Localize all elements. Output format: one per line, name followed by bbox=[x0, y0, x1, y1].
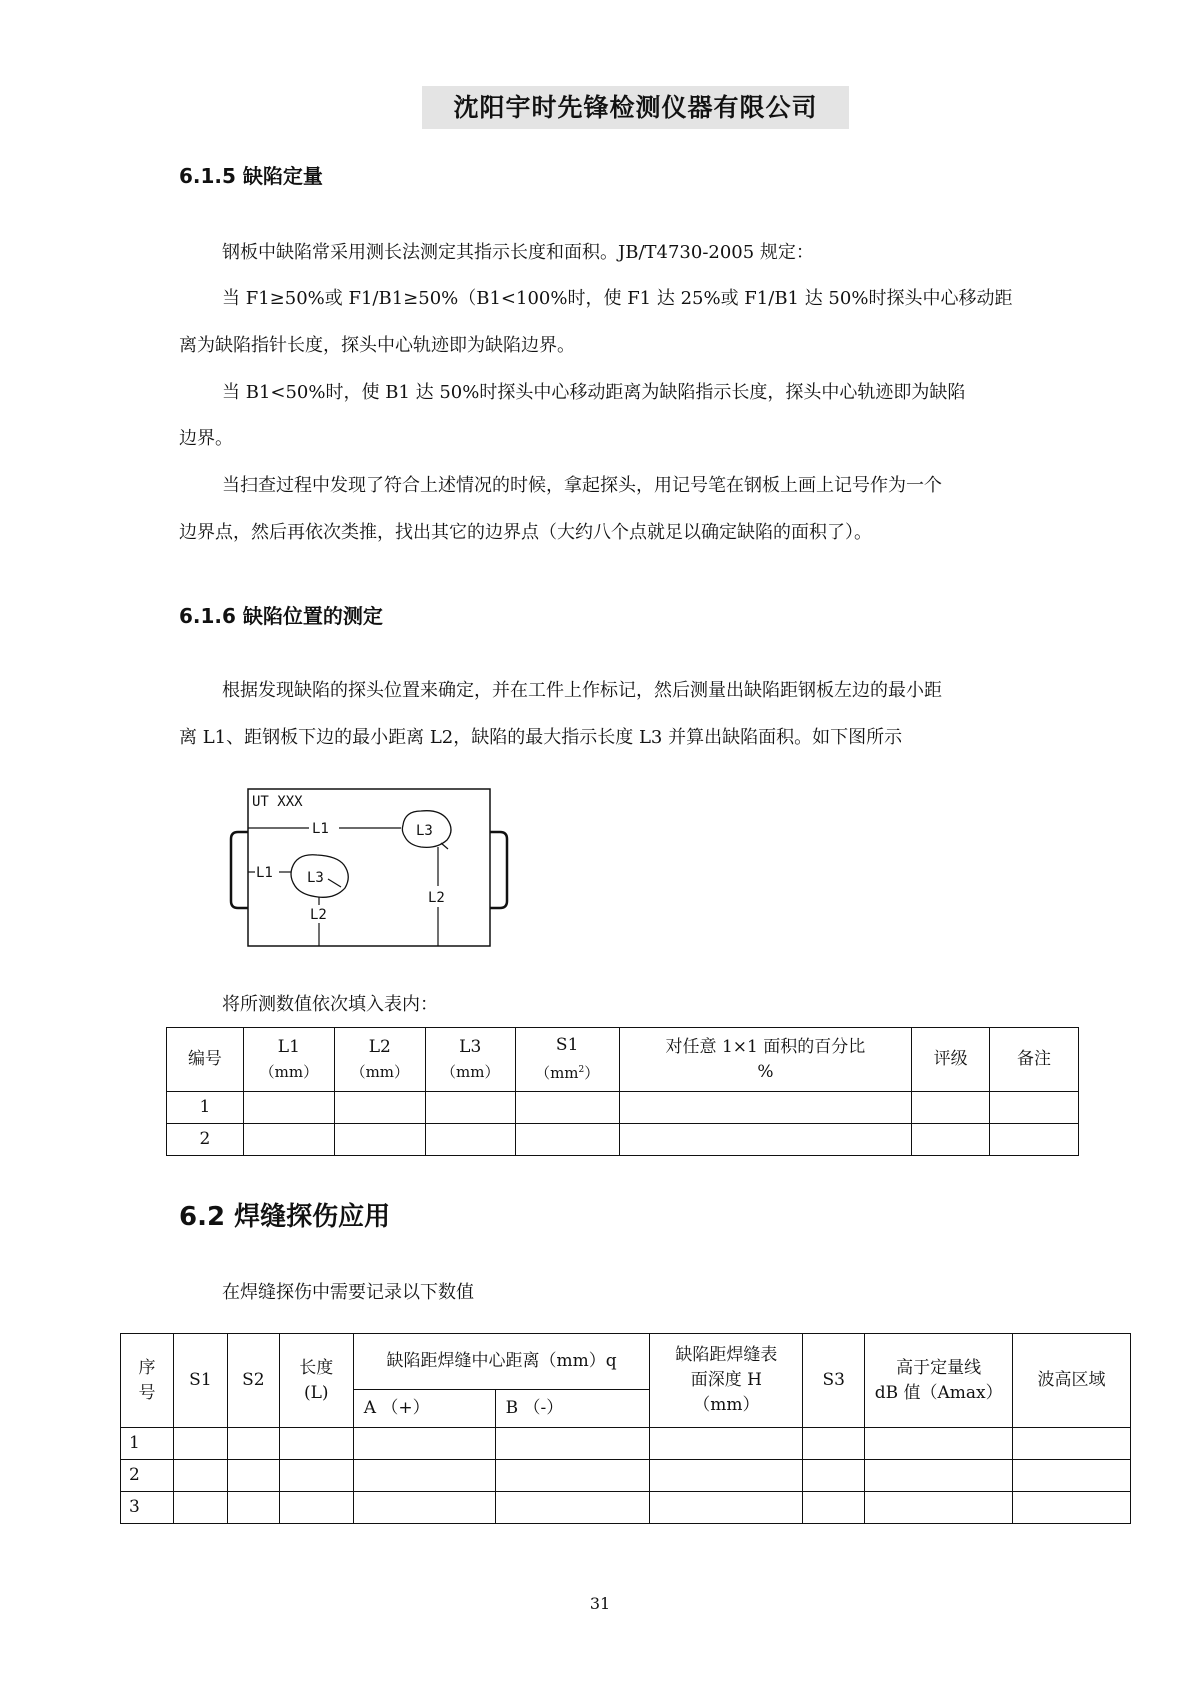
header-l1 bbox=[243, 1028, 334, 1092]
table-header-row bbox=[167, 1028, 1079, 1092]
header-l3-label: L3 bbox=[459, 1036, 482, 1057]
paragraph: 边界点，然后再依次类推，找出其它的边界点（大约八个点就足以确定缺陷的面积了）。 bbox=[179, 522, 872, 543]
unit-label: （mm） bbox=[350, 1062, 410, 1081]
section-heading-6-1-5: 6.1.5 缺陷定量 bbox=[179, 164, 323, 188]
header-no: 编号 bbox=[167, 1028, 244, 1092]
table-intro: 将所测数值依次填入表内： bbox=[222, 994, 438, 1015]
paragraph: 当 B1<50%时，使 B1 达 50%时探头中心移动距离为缺陷指示长度，探头中心轨迹即为缺陷 bbox=[222, 382, 966, 403]
table-row bbox=[121, 1428, 1131, 1460]
header-seq-line1: 序 bbox=[138, 1357, 156, 1378]
probe-bracket-left bbox=[231, 832, 248, 908]
paragraph: 边界。 bbox=[179, 428, 233, 449]
header-s1-label: S1 bbox=[555, 1035, 579, 1055]
paragraph: 根据发现缺陷的探头位置来确定，并在工件上作标记，然后测量出缺陷距钢板左边的最小距 bbox=[222, 680, 942, 701]
paragraph: 在焊缝探伤中需要记录以下数值 bbox=[222, 1282, 474, 1303]
section-heading-6-2: 6.2 焊缝探伤应用 bbox=[179, 1202, 391, 1232]
header-percentage bbox=[619, 1028, 912, 1092]
defect-position-diagram bbox=[225, 785, 515, 955]
header-note: 备注 bbox=[990, 1028, 1079, 1092]
header-grade: 评级 bbox=[912, 1028, 990, 1092]
header-seq-line2: 号 bbox=[138, 1382, 156, 1403]
plate-outline bbox=[248, 789, 490, 946]
paragraph: 离 L1、距钢板下边的最小距离 L2，缺陷的最大指示长度 L3 并算出缺陷面积。如下图所示 bbox=[179, 727, 903, 748]
paragraph: 当扫查过程中发现了符合上述情况的时候，拿起探头，用记号笔在钢板上画上记号作为一个 bbox=[222, 475, 942, 496]
header-a-plus: A （+） bbox=[353, 1390, 495, 1428]
paragraph: 离为缺陷指针长度，探头中心轨迹即为缺陷边界。 bbox=[179, 335, 575, 356]
l2-bottom-label: L2 bbox=[310, 907, 327, 923]
table-row bbox=[167, 1124, 1079, 1156]
header-db-value bbox=[865, 1334, 1013, 1428]
header-depth-line1: 缺陷距焊缝表 bbox=[675, 1345, 778, 1365]
header-depth bbox=[650, 1334, 803, 1428]
section-heading-6-1-6: 6.1.6 缺陷位置的测定 bbox=[179, 604, 383, 628]
defect-position-table bbox=[166, 1027, 1079, 1156]
header-zone: 波高区域 bbox=[1013, 1334, 1131, 1428]
header-b-minus: B （-） bbox=[495, 1390, 650, 1428]
l1-left-label: L1 bbox=[256, 865, 273, 881]
probe-bracket-right bbox=[490, 832, 507, 908]
header-seq bbox=[121, 1334, 174, 1428]
weld-inspection-table bbox=[120, 1333, 1131, 1524]
l3-top-label: L3 bbox=[416, 823, 433, 839]
header-s2: S2 bbox=[227, 1334, 279, 1428]
ut-label: UT XXX bbox=[252, 794, 303, 810]
header-length-line2: (L) bbox=[304, 1382, 329, 1403]
row-number: 1 bbox=[121, 1428, 174, 1460]
table-row bbox=[167, 1092, 1079, 1124]
table-header-row bbox=[121, 1334, 1131, 1390]
page-number: 31 bbox=[589, 1594, 611, 1613]
header-depth-line2: 面深度 H bbox=[690, 1370, 762, 1390]
header-db-line2: dB 值（Amax） bbox=[874, 1382, 1003, 1403]
header-length bbox=[279, 1334, 353, 1428]
table-row bbox=[121, 1492, 1131, 1524]
unit-label-mm2: $(mm^2)$ bbox=[535, 1064, 600, 1082]
header-percentage-line2: % bbox=[757, 1061, 774, 1082]
l2-right-label: L2 bbox=[428, 890, 445, 906]
table-row bbox=[121, 1460, 1131, 1492]
row-number: 3 bbox=[121, 1492, 174, 1524]
header-center-distance: 缺陷距焊缝中心距离（mm）q bbox=[353, 1334, 650, 1390]
header-percentage-line1: 对任意 1×1 面积的百分比 bbox=[665, 1036, 866, 1057]
header-l2-label: L2 bbox=[368, 1036, 391, 1057]
header-s1 bbox=[515, 1028, 619, 1092]
header-length-line1: 长度 bbox=[299, 1357, 334, 1378]
company-title: 沈阳宇时先锋检测仪器有限公司 bbox=[422, 86, 849, 129]
paragraph: 钢板中缺陷常采用测长法测定其指示长度和面积。JB/T4730-2005 规定： bbox=[222, 242, 814, 263]
header-l3 bbox=[425, 1028, 515, 1092]
unit-label: （mm） bbox=[259, 1062, 319, 1081]
row-number: 2 bbox=[167, 1124, 244, 1156]
l3-left-label: L3 bbox=[307, 870, 324, 886]
paragraph: 当 F1≥50%或 F1/B1≥50%（B1<100%时，使 F1 达 25%或 F1/B1 达 50%时探头中心移动距 bbox=[222, 288, 1013, 309]
header-db-line1: 高于定量线 bbox=[896, 1357, 982, 1378]
unit-label: （mm） bbox=[441, 1062, 500, 1081]
row-number: 2 bbox=[121, 1460, 174, 1492]
header-l2 bbox=[334, 1028, 425, 1092]
row-number: 1 bbox=[167, 1092, 244, 1124]
header-s1: S1 bbox=[173, 1334, 227, 1428]
header-s3: S3 bbox=[803, 1334, 865, 1428]
header-l1-label: L1 bbox=[277, 1036, 300, 1057]
l1-top-label: L1 bbox=[312, 821, 329, 837]
header-depth-line3: （mm） bbox=[693, 1395, 760, 1415]
